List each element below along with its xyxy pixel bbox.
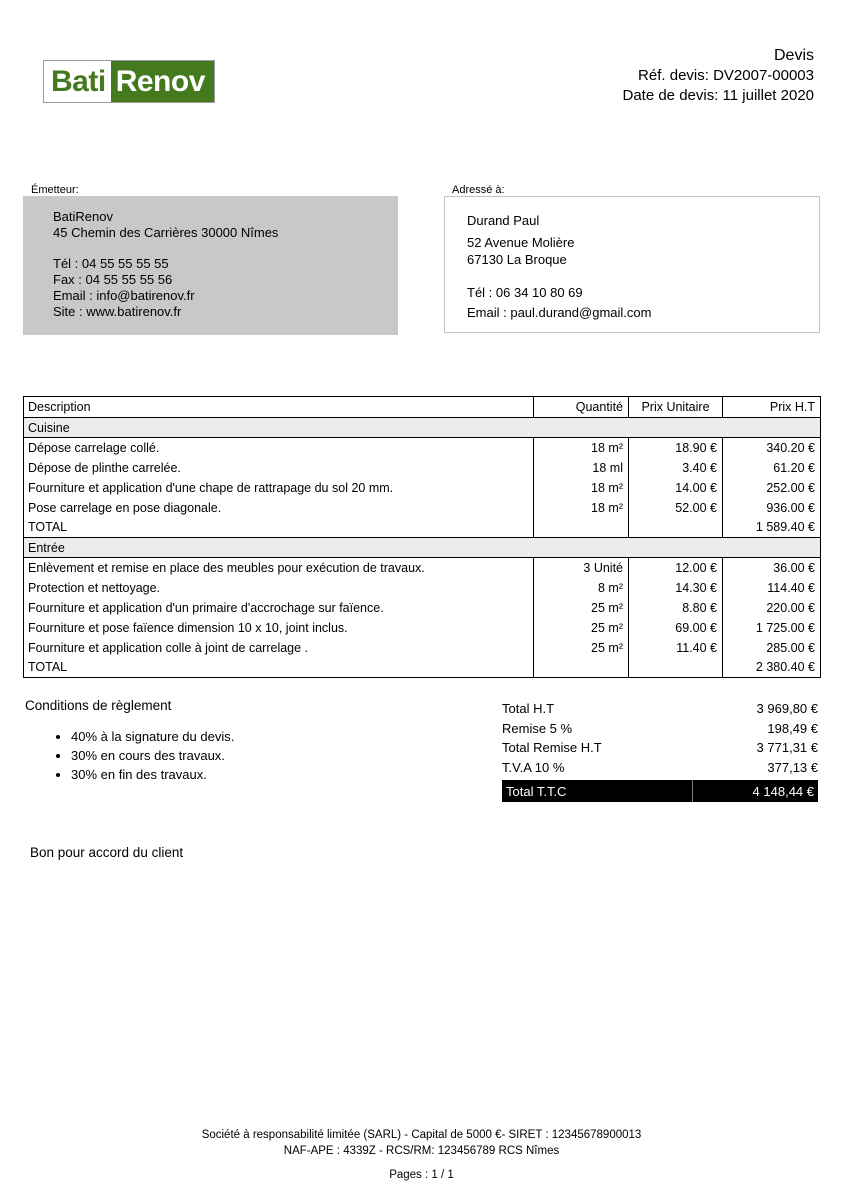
header-quantity: Quantité	[534, 397, 629, 418]
item-price-ht: 61.20 €	[723, 458, 821, 478]
sender-line: BatiRenov	[53, 209, 113, 224]
payment-conditions	[25, 698, 455, 786]
header-description: Description	[24, 397, 534, 418]
recipient-address-line: 67130 La Broque	[467, 252, 567, 267]
summary-row-value: 377,13 €	[767, 759, 818, 775]
item-quantity: 18 m²	[534, 438, 629, 458]
section-total-label: TOTAL	[28, 660, 68, 675]
item-description: Fourniture et application colle à joint de carrelage .	[28, 640, 309, 655]
item-price-ht: 340.20 €	[723, 438, 821, 458]
item-row	[24, 458, 821, 478]
item-unit-price: 14.00 €	[629, 478, 723, 498]
item-description: Pose carrelage en pose diagonale.	[28, 500, 222, 515]
payment-condition-item: • 30% en fin des travaux.	[71, 767, 455, 782]
sender-line: Tél : 04 55 55 55 55	[53, 256, 169, 271]
item-quantity: 8 m²	[534, 578, 629, 598]
summary-row-label: Remise 5 %	[502, 720, 573, 736]
summary-row	[502, 758, 818, 778]
section-name: Cuisine	[24, 418, 821, 438]
item-quantity: 18 m²	[534, 498, 629, 518]
client-approval-text: Bon pour accord du client	[30, 845, 184, 860]
item-row	[24, 498, 821, 518]
item-price-ht: 1 725.00 €	[723, 618, 821, 638]
summary-row-value: 3 969,80 €	[756, 701, 818, 717]
section-total-row	[24, 518, 821, 538]
summary-row-label: Total H.T	[502, 701, 555, 717]
section-total-label: TOTAL	[28, 520, 68, 535]
recipient-address-line: 52 Avenue Molière	[467, 235, 575, 250]
item-price-ht: 36.00 €	[723, 558, 821, 578]
sender-line: 45 Chemin des Carrières 30000 Nîmes	[53, 225, 279, 240]
summary-row-label: T.V.A 10 %	[502, 759, 565, 775]
payment-conditions-title: Conditions de règlement	[25, 698, 172, 713]
company-logo	[43, 60, 215, 103]
recipient-name: Durand Paul	[467, 213, 540, 228]
item-row	[24, 618, 821, 638]
legal-footer	[0, 1127, 843, 1159]
item-row	[24, 558, 821, 578]
sender-line: Fax : 04 55 55 55 56	[53, 272, 173, 287]
empty-cell	[534, 518, 629, 538]
document-title: Devis	[773, 47, 814, 64]
document-date: Date de devis: 11 juillet 2020	[622, 87, 814, 104]
table-header-row	[24, 397, 821, 418]
item-description: Dépose de plinthe carrelée.	[28, 460, 181, 475]
item-row	[24, 478, 821, 498]
item-unit-price: 11.40 €	[629, 638, 723, 658]
item-description: Fourniture et pose faïence dimension 10 x 10, joint inclus.	[28, 620, 348, 635]
item-price-ht: 252.00 €	[723, 478, 821, 498]
recipient-label: Adressé à:	[452, 184, 505, 196]
recipient-contact-line: Tél : 06 34 10 80 69	[467, 285, 583, 300]
section-total-value: 2 380.40 €	[723, 658, 821, 678]
document-header	[622, 45, 814, 106]
empty-cell	[534, 658, 629, 678]
item-row	[24, 598, 821, 618]
empty-cell	[629, 658, 723, 678]
total-ttc-row	[502, 780, 818, 802]
legal-footer-line1: Société à responsabilité limitée (SARL) - Capital de 5000 €- SIRET : 12345678900013	[201, 1129, 642, 1141]
empty-cell	[629, 518, 723, 538]
item-description: Fourniture et application d'un primaire d'accrochage sur faïence.	[28, 600, 384, 615]
legal-footer-line2: NAF-APE : 4339Z - RCS/RM: 123456789 RCS Nîmes	[283, 1145, 560, 1157]
sender-line: Email : info@batirenov.fr	[53, 288, 195, 303]
sender-line: Site : www.batirenov.fr	[53, 304, 182, 319]
item-description: Enlèvement et remise en place des meubles pour exécution de travaux.	[28, 560, 425, 575]
item-unit-price: 69.00 €	[629, 618, 723, 638]
header-price-ht: Prix H.T	[723, 397, 821, 418]
item-unit-price: 3.40 €	[629, 458, 723, 478]
item-quantity: 18 ml	[534, 458, 629, 478]
summary-row-value: 198,49 €	[767, 720, 818, 736]
item-row	[24, 638, 821, 658]
item-price-ht: 285.00 €	[723, 638, 821, 658]
recipient-contact-line: Email : paul.durand@gmail.com	[467, 305, 652, 320]
page-counter: Pages : 1 / 1	[389, 1169, 454, 1181]
item-price-ht: 114.40 €	[723, 578, 821, 598]
item-quantity: 25 m²	[534, 638, 629, 658]
item-quantity: 25 m²	[534, 598, 629, 618]
item-unit-price: 12.00 €	[629, 558, 723, 578]
summary-row	[502, 699, 818, 719]
payment-condition-item: • 40% à la signature du devis.	[71, 729, 455, 744]
item-quantity: 3 Unité	[534, 558, 629, 578]
sender-box	[23, 196, 398, 335]
total-ttc-value: 4 148,44 €	[752, 783, 814, 799]
totals-summary	[502, 699, 818, 802]
payment-conditions-list	[25, 729, 455, 782]
item-unit-price: 52.00 €	[629, 498, 723, 518]
payment-condition-item: • 30% en cours des travaux.	[71, 748, 455, 763]
section-name: Entrée	[24, 538, 821, 558]
recipient-blank-line	[467, 268, 809, 283]
header-unit-price: Prix Unitaire	[629, 397, 723, 418]
summary-row	[502, 738, 818, 758]
table-section-row	[24, 538, 821, 558]
item-unit-price: 14.30 €	[629, 578, 723, 598]
item-price-ht: 936.00 €	[723, 498, 821, 518]
item-quantity: 18 m²	[534, 478, 629, 498]
logo-text-renov: Renov	[111, 61, 214, 102]
sender-label: Émetteur:	[31, 184, 79, 196]
items-table-wrap	[23, 396, 820, 678]
table-section-row	[24, 418, 821, 438]
item-row	[24, 578, 821, 598]
summary-row-label: Total Remise H.T	[502, 740, 602, 756]
item-unit-price: 8.80 €	[629, 598, 723, 618]
total-ttc-label: Total T.T.C	[502, 780, 693, 802]
summary-row-value: 3 771,31 €	[756, 740, 818, 756]
items-table	[23, 396, 821, 678]
section-total-row	[24, 658, 821, 678]
item-description: Protection et nettoyage.	[28, 580, 161, 595]
document-reference: Réf. devis: DV2007-00003	[638, 67, 814, 84]
sender-blank-line	[53, 241, 388, 256]
logo-text-bati: Bati	[44, 61, 111, 102]
item-price-ht: 220.00 €	[723, 598, 821, 618]
item-quantity: 25 m²	[534, 618, 629, 638]
item-description: Dépose carrelage collé.	[28, 440, 160, 455]
item-row	[24, 438, 821, 458]
item-unit-price: 18.90 €	[629, 438, 723, 458]
summary-row	[502, 719, 818, 739]
recipient-box	[444, 196, 820, 333]
item-description: Fourniture et application d'une chape de rattrapage du sol 20 mm.	[28, 480, 394, 495]
section-total-value: 1 589.40 €	[723, 518, 821, 538]
